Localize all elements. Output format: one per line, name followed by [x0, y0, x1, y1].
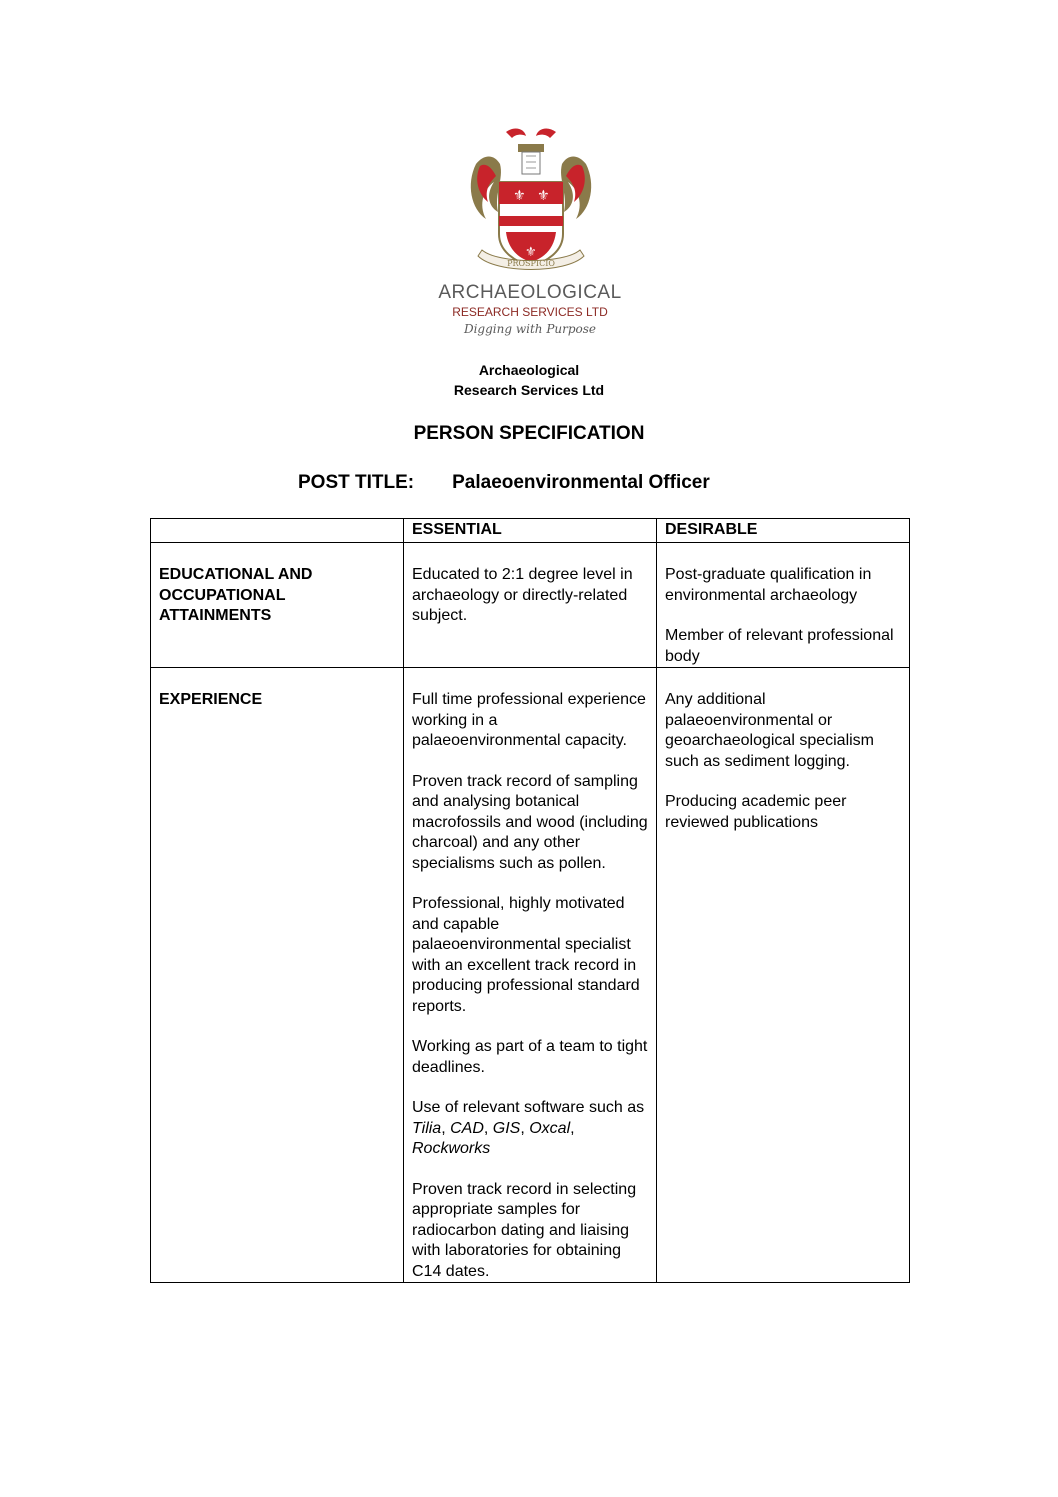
- post-title-label: POST TITLE:: [298, 472, 415, 493]
- experience-desirable-item: Any additional palaeoenvironmental or geoarchaeological specialism such as sediment logging.: [665, 691, 875, 770]
- experience-essential-item: Working as part of a team to tight deadlines.: [412, 1038, 648, 1076]
- header-cell-desirable: DESIRABLE: [657, 519, 910, 543]
- brand-block: [430, 282, 630, 338]
- brand-tagline: Digging with Purpose: [463, 322, 597, 336]
- software-tilia: Tilia: [412, 1119, 442, 1137]
- table-row-education: [151, 543, 910, 668]
- education-desirable-item: Post-graduate qualification in environmental archaeology: [665, 566, 872, 604]
- education-desirable-item: Member of relevant professional body: [665, 627, 894, 665]
- experience-essential-item: Proven track record in selecting appropriate samples for radiocarbon dating and liaising with laboratories for obtaining C14 dates.: [412, 1180, 637, 1280]
- brand-subname: RESEARCH SERVICES LTD: [452, 305, 608, 319]
- table-row-experience: [151, 668, 910, 1283]
- svg-text:⚜: ⚜: [525, 245, 537, 260]
- company-crest-logo: [466, 124, 596, 272]
- crest-icon: [466, 124, 596, 272]
- experience-essential-cell: [404, 668, 657, 1283]
- header-cell-essential: ESSENTIAL: [404, 519, 657, 543]
- brand-name: ARCHAEOLOGICAL: [438, 282, 622, 303]
- document-title: PERSON SPECIFICATION: [413, 423, 645, 444]
- svg-text:⚜: ⚜: [537, 188, 550, 204]
- software-rockworks: Rockworks: [412, 1140, 491, 1157]
- software-gis: GIS: [492, 1119, 521, 1137]
- experience-essential-item: Professional, highly motivated and capable palaeoenvironmental specialist with an excellent track record in producing professional standard reports.: [412, 895, 640, 1015]
- experience-desirable-item: Producing academic peer reviewed publications: [665, 793, 847, 831]
- header-cell-blank: [151, 519, 404, 543]
- person-specification-table: [150, 518, 910, 1283]
- experience-software-item: Use of relevant software such as Tilia, CAD, GIS, Oxcal, Rockworks: [412, 1099, 645, 1157]
- company-name: [379, 360, 679, 400]
- table-header-row: [151, 519, 910, 543]
- row-label-experience: EXPERIENCE: [151, 668, 404, 1283]
- experience-desirable-cell: [657, 668, 910, 1283]
- software-cad: CAD: [450, 1119, 484, 1137]
- company-line-2: Research Services Ltd: [453, 382, 605, 398]
- company-line-1: Archaeological: [478, 362, 580, 378]
- motto-text: PROSPICIO: [507, 259, 555, 268]
- post-title-line: [298, 472, 710, 494]
- row-label-education: EDUCATIONAL AND OCCUPATIONAL ATTAINMENTS: [151, 543, 404, 668]
- experience-essential-item: Full time professional experience working in a palaeoenvironmental capacity.: [412, 691, 646, 749]
- education-essential-item: Educated to 2:1 degree level in archaeology or directly-related subject.: [412, 566, 633, 624]
- software-oxcal: Oxcal: [529, 1119, 571, 1137]
- education-desirable-cell: [657, 543, 910, 668]
- post-title-value: Palaeoenvironmental Officer: [452, 472, 710, 493]
- svg-text:⚜: ⚜: [513, 188, 526, 204]
- education-essential-cell: [404, 543, 657, 668]
- experience-essential-item: Proven track record of sampling and analysing botanical macrofossils and wood (including charcoal) and any other specialisms such as pollen.: [412, 772, 648, 872]
- software-prefix: Use of relevant software such as: [412, 1099, 645, 1116]
